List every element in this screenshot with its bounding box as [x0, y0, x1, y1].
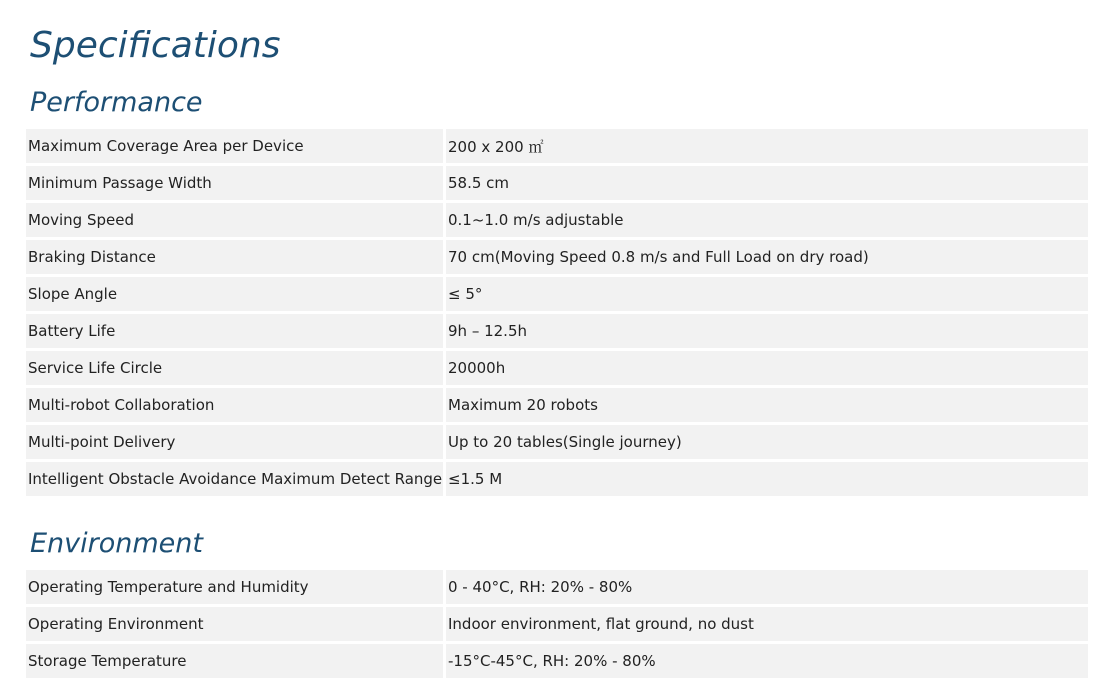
section-heading-performance: Performance: [30, 87, 203, 118]
spec-label: Braking Distance: [26, 240, 446, 277]
spec-row-slope-angle: [26, 277, 1088, 314]
spec-label: Multi-point Delivery: [26, 425, 446, 462]
spec-label: Storage Temperature: [26, 644, 446, 681]
spec-label: Operating Environment: [26, 607, 446, 644]
spec-label: Slope Angle: [26, 277, 446, 314]
spec-value: 0 - 40°C, RH: 20% - 80%: [446, 570, 1088, 607]
spec-label: Service Life Circle: [26, 351, 446, 388]
spec-row-storage-temperature: [26, 644, 1088, 681]
spec-row-operating-environment: [26, 607, 1088, 644]
spec-row-obstacle-avoidance-range: [26, 462, 1088, 499]
spec-label: Battery Life: [26, 314, 446, 351]
spec-value: Up to 20 tables(Single journey): [446, 425, 1088, 462]
spec-row-moving-speed: [26, 203, 1088, 240]
spec-row-operating-temperature-humidity: [26, 570, 1088, 607]
spec-row-service-life-circle: [26, 351, 1088, 388]
spec-value: 200 x 200 ㎡: [446, 129, 1088, 166]
spec-value: Maximum 20 robots: [446, 388, 1088, 425]
spec-label: Intelligent Obstacle Avoidance Maximum Detect Range: [26, 462, 446, 499]
spec-row-max-coverage-area: [26, 129, 1088, 166]
spec-row-battery-life: [26, 314, 1088, 351]
spec-label: Multi-robot Collaboration: [26, 388, 446, 425]
spec-value: 9h – 12.5h: [446, 314, 1088, 351]
spec-value: Indoor environment, flat ground, no dust: [446, 607, 1088, 644]
environment-spec-table: [26, 570, 1088, 681]
spec-value: ≤1.5 M: [446, 462, 1088, 499]
spec-label: Maximum Coverage Area per Device: [26, 129, 446, 166]
spec-row-min-passage-width: [26, 166, 1088, 203]
spec-value: ≤ 5°: [446, 277, 1088, 314]
spec-value: 70 cm(Moving Speed 0.8 m/s and Full Load on dry road): [446, 240, 1088, 277]
spec-label: Minimum Passage Width: [26, 166, 446, 203]
spec-label: Moving Speed: [26, 203, 446, 240]
section-heading-environment: Environment: [30, 528, 203, 559]
spec-label: Operating Temperature and Humidity: [26, 570, 446, 607]
spec-row-braking-distance: [26, 240, 1088, 277]
spec-value: 58.5 cm: [446, 166, 1088, 203]
page-title: Specifications: [30, 25, 281, 66]
spec-row-multi-point-delivery: [26, 425, 1088, 462]
performance-spec-table: [26, 129, 1088, 499]
spec-row-multi-robot-collaboration: [26, 388, 1088, 425]
spec-value: -15°C-45°C, RH: 20% - 80%: [446, 644, 1088, 681]
spec-value: 20000h: [446, 351, 1088, 388]
spec-value: 0.1~1.0 m/s adjustable: [446, 203, 1088, 240]
